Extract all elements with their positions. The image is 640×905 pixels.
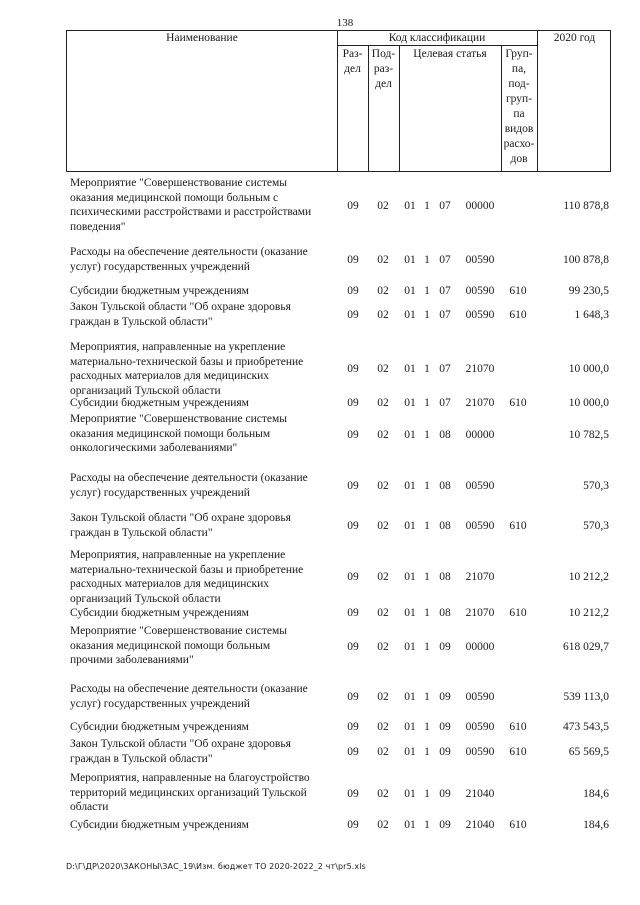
code-c: 09 [439,819,451,831]
code-r: 09 [347,254,359,266]
code-pr: 02 [377,607,389,619]
code-b: 1 [424,788,430,800]
header-classification: Код классификации [388,32,486,44]
code-d: 00000 [465,429,495,441]
code-b: 1 [424,746,430,758]
code-d: 21040 [465,819,495,831]
code-pr: 02 [377,429,389,441]
header-target: Целевая статья [413,48,487,60]
code-g: 610 [509,520,527,532]
page-number: 138 [336,17,354,29]
code-a: 01 [404,641,416,653]
code-c: 08 [439,571,451,583]
code-r: 09 [347,641,359,653]
code-c: 07 [439,285,451,297]
code-a: 01 [404,429,416,441]
code-r: 09 [347,520,359,532]
code-g: 610 [509,607,527,619]
code-r: 09 [347,691,359,703]
code-b: 1 [424,819,430,831]
row-name: Мероприятие "Совершенствование системы оказания медицинской помощи больным онкологическими заболеваниями" [70,413,288,454]
code-pr: 02 [377,721,389,733]
code-d: 00590 [465,285,495,297]
code-d: 00000 [465,200,495,212]
amount: 10 000,0 [568,397,609,409]
row-name: Мероприятия, направленные на укрепление материально-технической базы и приобретение расходных материалов для медицинских организаций Тульской области [70,341,304,397]
code-b: 1 [424,309,430,321]
code-c: 09 [439,691,451,703]
code-b: 1 [424,397,430,409]
code-g: 610 [509,397,527,409]
amount: 99 230,5 [568,285,609,297]
row-name: Мероприятия, направленные на укрепление материально-технической базы и приобретение расходных материалов для медицинских организаций Тульской области [70,549,304,605]
code-r: 09 [347,819,359,831]
row-name: Закон Тульской области "Об охране здоровья граждан в Тульской области" [70,301,291,328]
code-r: 09 [347,788,359,800]
code-pr: 02 [377,788,389,800]
code-b: 1 [424,721,430,733]
code-b: 1 [424,571,430,583]
code-g: 610 [509,309,527,321]
code-d: 00000 [465,641,495,653]
code-b: 1 [424,200,430,212]
code-r: 09 [347,721,359,733]
amount: 100 878,8 [563,254,609,266]
code-a: 01 [404,480,416,492]
code-d: 00590 [465,309,495,321]
code-d: 00590 [465,691,495,703]
code-a: 01 [404,691,416,703]
code-c: 07 [439,363,451,375]
code-pr: 02 [377,691,389,703]
code-r: 09 [347,397,359,409]
row-name: Закон Тульской области "Об охране здоровья граждан в Тульской области" [70,738,291,765]
code-a: 01 [404,607,416,619]
code-r: 09 [347,363,359,375]
amount: 570,3 [583,480,609,492]
code-a: 01 [404,721,416,733]
code-pr: 02 [377,571,389,583]
code-a: 01 [404,571,416,583]
amount: 10 212,2 [568,607,609,619]
code-d: 00590 [465,254,495,266]
code-c: 07 [439,254,451,266]
code-a: 01 [404,520,416,532]
code-c: 08 [439,607,451,619]
row-name: Закон Тульской области "Об охране здоровья граждан в Тульской области" [70,512,291,539]
code-d: 21070 [465,571,495,583]
code-pr: 02 [377,520,389,532]
row-name: Субсидии бюджетным учреждениям [70,285,249,297]
code-pr: 02 [377,254,389,266]
amount: 570,3 [583,520,609,532]
amount: 65 569,5 [568,746,609,758]
code-d: 00590 [465,746,495,758]
header-group: Груп- па, под- груп- па видов расхо- дов [503,48,535,165]
code-g: 610 [509,721,527,733]
code-g: 610 [509,285,527,297]
code-d: 21070 [465,607,495,619]
code-c: 08 [439,429,451,441]
header-name: Наименование [166,32,238,44]
code-a: 01 [404,819,416,831]
code-c: 09 [439,788,451,800]
code-r: 09 [347,309,359,321]
code-d: 21070 [465,363,495,375]
row-name: Расходы на обеспечение деятельности (оказание услуг) государственных учреждений [70,472,308,499]
row-name: Мероприятие "Совершенствование системы оказания медицинской помощи больным прочими заболеваниями" [70,625,288,666]
row-name: Мероприятие "Совершенствование системы оказания медицинской помощи больным с психическими расстройствами и расстройствами поведения" [70,177,312,233]
code-r: 09 [347,746,359,758]
code-pr: 02 [377,480,389,492]
amount: 10 000,0 [568,363,609,375]
amount: 10 782,5 [568,429,609,441]
code-d: 21040 [465,788,495,800]
code-d: 00590 [465,480,495,492]
header-razdel: Раз- дел [342,48,363,75]
code-pr: 02 [377,200,389,212]
code-c: 09 [439,641,451,653]
code-b: 1 [424,607,430,619]
row-name: Мероприятия, направленные на благоустройство территорий медицинских организаций Тульской области [70,772,310,813]
code-a: 01 [404,746,416,758]
code-r: 09 [347,429,359,441]
code-a: 01 [404,788,416,800]
code-r: 09 [347,571,359,583]
header-podrazdel: Под- раз- дел [371,48,396,90]
amount: 618 029,7 [563,641,609,653]
amount: 10 212,2 [568,571,609,583]
code-pr: 02 [377,819,389,831]
code-b: 1 [424,285,430,297]
code-c: 09 [439,746,451,758]
code-c: 07 [439,397,451,409]
amount: 1 648,3 [574,309,609,321]
code-b: 1 [424,691,430,703]
code-d: 00590 [465,721,495,733]
row-name: Субсидии бюджетным учреждениям [70,607,249,619]
code-c: 07 [439,200,451,212]
code-d: 00590 [465,520,495,532]
code-c: 09 [439,721,451,733]
file-path-footer: D:\Г\ДР\2020\ЗАКОНЫ\ЗАС_19\Изм. бюджет ТО 2020-2022_2 чт\pr5.xls [66,862,366,871]
code-r: 09 [347,480,359,492]
code-b: 1 [424,429,430,441]
code-pr: 02 [377,285,389,297]
code-a: 01 [404,397,416,409]
code-g: 610 [509,746,527,758]
row-name: Субсидии бюджетным учреждениям [70,721,249,733]
code-a: 01 [404,254,416,266]
code-a: 01 [404,285,416,297]
amount: 184,6 [583,819,609,831]
code-r: 09 [347,200,359,212]
code-pr: 02 [377,363,389,375]
code-a: 01 [404,309,416,321]
row-name: Расходы на обеспечение деятельности (оказание услуг) государственных учреждений [70,246,308,273]
amount: 473 543,5 [563,721,609,733]
code-b: 1 [424,480,430,492]
code-r: 09 [347,285,359,297]
code-c: 08 [439,520,451,532]
code-b: 1 [424,641,430,653]
code-c: 08 [439,480,451,492]
code-pr: 02 [377,397,389,409]
code-pr: 02 [377,641,389,653]
code-pr: 02 [377,746,389,758]
code-d: 21070 [465,397,495,409]
code-b: 1 [424,363,430,375]
row-name: Субсидии бюджетным учреждениям [70,819,249,831]
table-header [66,30,611,172]
code-c: 07 [439,309,451,321]
row-name: Субсидии бюджетным учреждениям [70,397,249,409]
code-a: 01 [404,200,416,212]
header-year: 2020 год [553,32,596,44]
code-b: 1 [424,520,430,532]
amount: 539 113,0 [563,691,609,703]
code-b: 1 [424,254,430,266]
amount: 110 878,8 [563,200,609,212]
amount: 184,6 [583,788,609,800]
code-pr: 02 [377,309,389,321]
code-r: 09 [347,607,359,619]
code-a: 01 [404,363,416,375]
row-name: Расходы на обеспечение деятельности (оказание услуг) государственных учреждений [70,683,308,710]
code-g: 610 [509,819,527,831]
